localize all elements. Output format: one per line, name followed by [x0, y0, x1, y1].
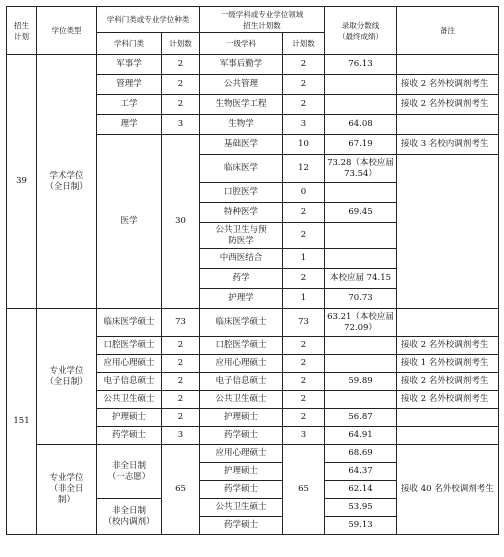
discipline-cell: 护理学: [200, 289, 283, 309]
parttime-category-count: 65: [162, 445, 200, 535]
discipline-cell: 应用心理硕士: [200, 355, 283, 373]
discipline-cell: 公共卫生与预 防医学: [200, 223, 283, 249]
header-category-group: 学科门类或专业学位种类: [97, 7, 200, 33]
discipline-cell: 药学硕士: [200, 427, 283, 445]
parttime-first-choice-cell: 非全日制 （一志愿）: [97, 445, 162, 499]
score-cell: [325, 75, 397, 95]
discipline-count-cell: 2: [283, 203, 325, 223]
discipline-count-cell: 12: [283, 155, 325, 183]
discipline-count-cell: 2: [283, 391, 325, 409]
category-cell: 电子信息硕士: [97, 373, 162, 391]
table-row: [7, 309, 499, 337]
discipline-count-cell: 2: [283, 55, 325, 75]
discipline-count-cell: 1: [283, 289, 325, 309]
discipline-count-cell: 2: [283, 95, 325, 115]
discipline-cell: 生物医学工程: [200, 95, 283, 115]
score-cell: 本校应届 74.15: [325, 269, 397, 289]
category-cell: 工学: [97, 95, 162, 115]
remark-cell: 接收 1 名外校调剂考生: [397, 355, 499, 373]
category-count-cell: 2: [162, 391, 200, 409]
category-cell: 口腔医学硕士: [97, 337, 162, 355]
parttime-internal-transfer-cell: 非全日制 （校内调剂）: [97, 499, 162, 535]
score-cell: 76.13: [325, 55, 397, 75]
score-cell: 64.08: [325, 115, 397, 135]
score-cell: [325, 391, 397, 409]
discipline-cell: 药学硕士: [200, 481, 283, 499]
remark-cell: 接收 2 名外校调剂考生: [397, 391, 499, 409]
remark-cell: [397, 309, 499, 337]
score-cell: [325, 223, 397, 249]
discipline-count-cell: 2: [283, 223, 325, 249]
category-count-cell: 3: [162, 115, 200, 135]
score-cell: 68.69: [325, 445, 397, 463]
discipline-count-cell: 2: [283, 355, 325, 373]
discipline-count-cell: 3: [283, 115, 325, 135]
discipline-count-cell: 73: [283, 309, 325, 337]
header-score: 录取分数线 （最终成绩）: [325, 7, 397, 55]
category-cell: 应用心理硕士: [97, 355, 162, 373]
discipline-cell: 药学硕士: [200, 517, 283, 535]
table-row: [7, 445, 499, 463]
category-cell: 理学: [97, 115, 162, 135]
discipline-cell: 电子信息硕士: [200, 373, 283, 391]
header-category-count: 计划数: [162, 33, 200, 55]
category-count-cell: 2: [162, 337, 200, 355]
category-cell: 管理学: [97, 75, 162, 95]
remark-cell: 接收 2 名外校调剂考生: [397, 337, 499, 355]
discipline-count-cell: 1: [283, 249, 325, 269]
score-cell: 62.14: [325, 481, 397, 499]
remark-cell: [397, 409, 499, 427]
category-count-cell: 2: [162, 355, 200, 373]
remark-cell-empty: [397, 155, 499, 309]
remark-cell: 接收 2 名外校调剂考生: [397, 95, 499, 115]
admission-score-table: [6, 6, 499, 535]
category-count-cell: 73: [162, 309, 200, 337]
discipline-count-cell: 2: [283, 269, 325, 289]
remark-cell: [397, 55, 499, 75]
category-count-cell: 2: [162, 95, 200, 115]
discipline-cell: 应用心理硕士: [200, 445, 283, 463]
discipline-cell: 药学: [200, 269, 283, 289]
discipline-cell: 生物学: [200, 115, 283, 135]
academic-degree-type: 学术学位 （全日制）: [37, 55, 97, 309]
discipline-cell: 口腔医学: [200, 183, 283, 203]
discipline-count-cell: 2: [283, 75, 325, 95]
score-cell: 63.21（本校应届 72.09）: [325, 309, 397, 337]
category-count-cell: 2: [162, 373, 200, 391]
score-cell: [325, 355, 397, 373]
discipline-count-cell: 10: [283, 135, 325, 155]
score-cell: 56.87: [325, 409, 397, 427]
discipline-cell: 护理硕士: [200, 463, 283, 481]
parttime-discipline-count: 65: [283, 445, 325, 535]
discipline-count-cell: 3: [283, 427, 325, 445]
category-cell: 护理硕士: [97, 409, 162, 427]
discipline-cell: 特种医学: [200, 203, 283, 223]
score-cell: 59.13: [325, 517, 397, 535]
discipline-cell: 公共卫生硕士: [200, 391, 283, 409]
medicine-category-count: 30: [162, 135, 200, 309]
academic-plan-count: 39: [7, 55, 37, 309]
discipline-cell: 中西医结合: [200, 249, 283, 269]
category-count-cell: 2: [162, 75, 200, 95]
category-count-cell: 2: [162, 409, 200, 427]
header-first-name: 一级学科: [200, 33, 283, 55]
table-row: [7, 55, 499, 75]
parttime-remark-cell: 接收 40 名外校调剂考生: [397, 445, 499, 535]
discipline-cell: 护理硕士: [200, 409, 283, 427]
professional-parttime-type: 专业学位 （非全日 制）: [37, 445, 97, 535]
score-cell: 59.89: [325, 373, 397, 391]
medicine-category-cell: 医学: [97, 135, 162, 309]
category-count-cell: 2: [162, 55, 200, 75]
header-plan: 招生 计划: [7, 7, 37, 55]
header-remark: 备注: [397, 7, 499, 55]
score-cell: [325, 337, 397, 355]
score-cell: 69.45: [325, 203, 397, 223]
score-cell: [325, 183, 397, 203]
header-category-name: 学科门类: [97, 33, 162, 55]
discipline-cell: 公共卫生硕士: [200, 499, 283, 517]
score-cell: 70.73: [325, 289, 397, 309]
score-cell: [325, 249, 397, 269]
score-cell: 67.19: [325, 135, 397, 155]
header-first-count: 计划数: [283, 33, 325, 55]
remark-cell: 接收 2 名外校调剂考生: [397, 75, 499, 95]
admission-table-container: [6, 6, 499, 535]
discipline-cell: 军事后勤学: [200, 55, 283, 75]
header-first-discipline-group: 一级学科或专业学位领域 招生计划数: [200, 7, 325, 33]
discipline-count-cell: 2: [283, 337, 325, 355]
score-cell: [325, 95, 397, 115]
score-cell: 73.28（本校应届 73.54）: [325, 155, 397, 183]
remark-cell: [397, 115, 499, 135]
professional-fulltime-type: 专业学位 （全日制）: [37, 309, 97, 445]
discipline-cell: 口腔医学硕士: [200, 337, 283, 355]
score-cell: 53.95: [325, 499, 397, 517]
category-cell: 公共卫生硕士: [97, 391, 162, 409]
category-cell: 药学硕士: [97, 427, 162, 445]
discipline-cell: 临床医学硕士: [200, 309, 283, 337]
score-cell: 64.37: [325, 463, 397, 481]
remark-cell: [397, 427, 499, 445]
discipline-cell: 临床医学: [200, 155, 283, 183]
score-cell: 64.91: [325, 427, 397, 445]
category-cell: 军事学: [97, 55, 162, 75]
discipline-cell: 公共管理: [200, 75, 283, 95]
remark-cell: 接收 2 名外校调剂考生: [397, 373, 499, 391]
professional-plan-count: 151: [7, 309, 37, 535]
discipline-count-cell: 0: [283, 183, 325, 203]
discipline-count-cell: 2: [283, 373, 325, 391]
category-count-cell: 3: [162, 427, 200, 445]
category-cell: 临床医学硕士: [97, 309, 162, 337]
discipline-cell: 基础医学: [200, 135, 283, 155]
remark-cell: 接收 3 名校内调剂考生: [397, 135, 499, 155]
discipline-count-cell: 2: [283, 409, 325, 427]
header-degree-type: 学位类型: [37, 7, 97, 55]
